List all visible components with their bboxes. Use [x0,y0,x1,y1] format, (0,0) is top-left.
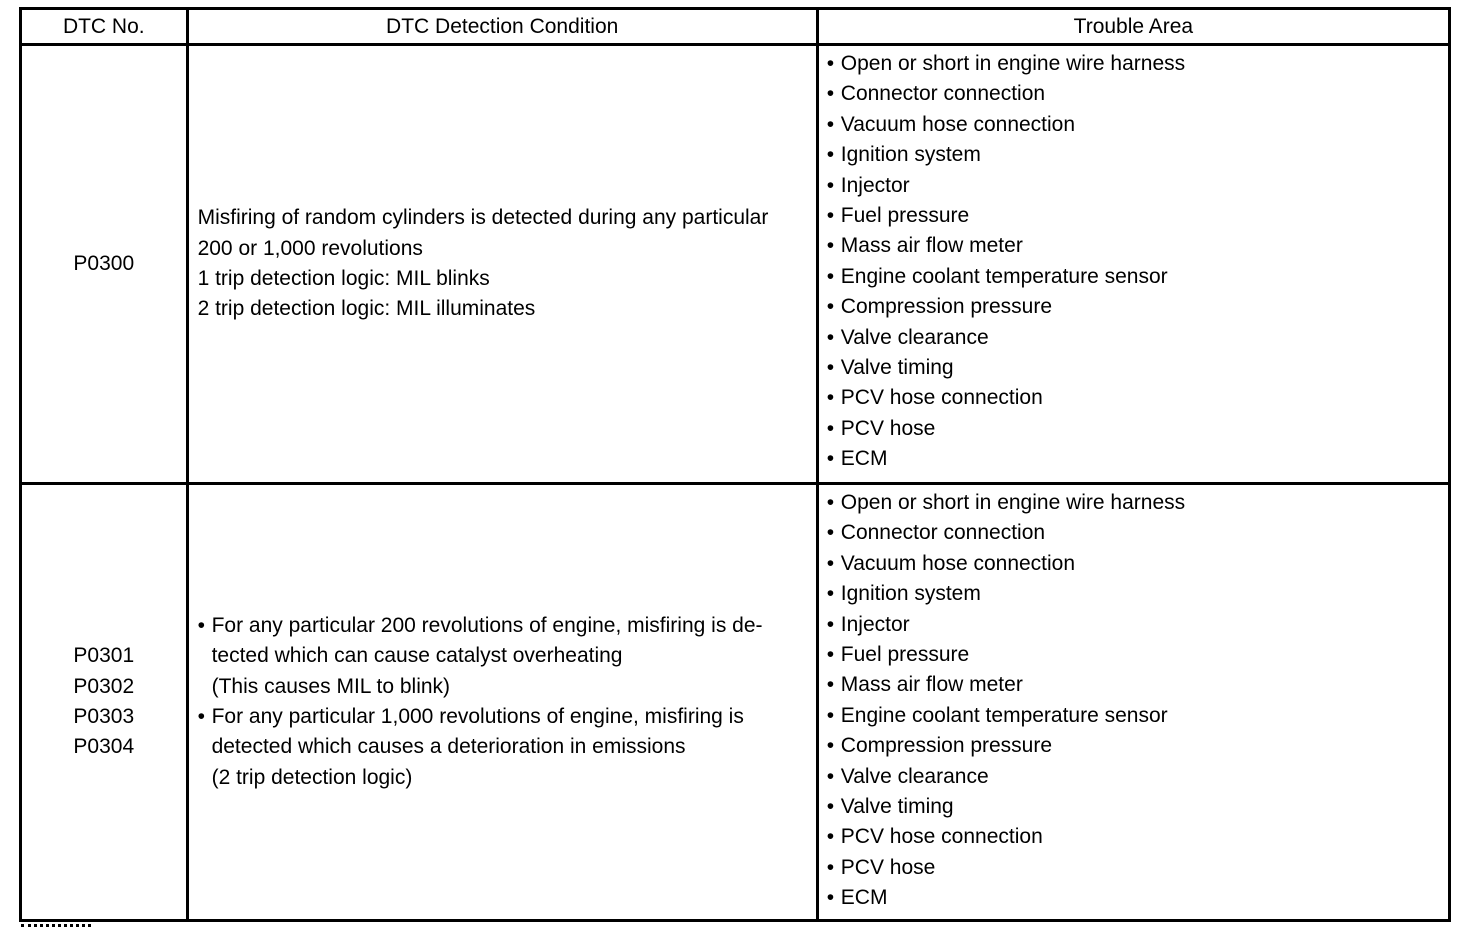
trouble-area-text: PCV hose [840,855,936,879]
trouble-area-text: Ignition system [840,143,981,167]
trouble-area-cell [817,45,1449,484]
trouble-area-item [827,518,1448,548]
trouble-area-text: ECM [840,886,888,910]
trouble-area-text: Valve timing [840,356,954,380]
trouble-area-item [827,853,1448,883]
bullet-dot: • [826,234,835,258]
bullet-dot: • [826,295,835,319]
trouble-area-text: Open or short in engine wire harness [840,52,1186,75]
dtc-code: P0300 [73,251,135,275]
condition-line: For any particular 200 revolutions of engine, misfiring is de- [211,613,763,637]
bullet-dot: • [826,703,835,727]
trouble-area-item [827,549,1448,579]
bullet-dot: • [826,112,835,136]
bullet-dot: • [197,705,205,728]
bullet-dot: • [826,764,835,788]
condition-line: Misfiring of random cylinders is detected during any particular [197,206,769,230]
condition-line: tected which can cause catalyst overheating [211,644,623,668]
bullet-dot: • [826,855,835,879]
bullet-dot: • [826,673,835,697]
trouble-area-text: Engine coolant temperature sensor [840,264,1168,288]
condition-line: (2 trip detection logic) [211,765,413,789]
table-row-p0301-p0304 [21,484,1450,921]
dtc-table [19,7,1451,922]
bullet-dot: • [826,491,835,514]
dtc-code: P0302 [73,674,135,698]
dtc-code: P0301 [73,644,135,668]
trouble-area-text: Mass air flow meter [840,234,1023,258]
bullet-dot: • [826,825,835,849]
bullet-dot: • [826,386,835,410]
trouble-area-text: PCV hose [840,416,936,440]
bullet-dot: • [826,643,835,667]
trouble-area-item [827,110,1448,140]
trouble-area-item [827,762,1448,792]
condition-line: detected which causes a deterioration in emissions [211,735,686,759]
condition-line: 2 trip detection logic: MIL illuminates [197,297,536,321]
trouble-area-text: ECM [840,447,888,471]
bullet-dot: • [826,204,835,228]
table-row-p0300 [21,45,1450,484]
bullet-dot: • [826,447,835,471]
dtc-code-cell [21,484,188,921]
condition-line: 200 or 1,000 revolutions [197,236,423,260]
trouble-area-text: Compression pressure [840,295,1053,319]
bullet-dot: • [826,52,835,75]
trouble-area-text: Compression pressure [840,734,1053,758]
trouble-area-item [827,383,1448,413]
trouble-area-item [827,731,1448,761]
bullet-dot: • [826,82,835,106]
trouble-area-text: Vacuum hose connection [840,551,1076,575]
trouble-area-item [827,701,1448,731]
trouble-area-text: Connector connection [840,521,1046,545]
trouble-area-item [827,79,1448,109]
bullet-dot: • [826,143,835,167]
trouble-area-text: Fuel pressure [840,643,970,667]
trouble-area-text: Vacuum hose connection [840,112,1076,136]
trouble-area-text: Ignition system [840,582,981,606]
trouble-area-text: PCV hose connection [840,386,1043,410]
bullet-dot: • [826,612,835,636]
bullet-dot: • [826,356,835,380]
trouble-area-item [827,201,1448,231]
dtc-code-cell [21,45,188,484]
trouble-area-item [827,323,1448,353]
header-trouble-area: Trouble Area [817,9,1449,45]
trouble-area-item [827,292,1448,322]
trouble-area-item [827,488,1448,518]
trouble-area-item [827,792,1448,822]
table-header-row [21,9,1450,45]
condition-bullet-item [198,611,810,702]
trouble-area-cell [817,484,1449,921]
condition-line: (This causes MIL to blink) [211,674,451,698]
trouble-area-item [827,670,1448,700]
bullet-dot: • [826,734,835,758]
trouble-area-item [827,579,1448,609]
bullet-dot: • [826,886,835,910]
trouble-area-text: Valve clearance [840,764,989,788]
bullet-dot: • [826,325,835,349]
trouble-area-text: Valve timing [840,795,954,819]
trouble-area-item [827,171,1448,201]
trouble-area-item [827,822,1448,852]
detection-condition-cell [187,484,817,921]
trouble-area-text: Open or short in engine wire harness [840,491,1186,514]
trouble-area-item [827,414,1448,444]
condition-bullet-item [198,702,810,793]
trouble-area-item [827,353,1448,383]
bullet-dot: • [826,416,835,440]
bullet-dot: • [197,613,205,637]
trouble-area-text: Valve clearance [840,325,989,349]
dtc-code: P0304 [73,735,135,759]
trouble-area-text: Mass air flow meter [840,673,1023,697]
trouble-area-text: Fuel pressure [840,204,970,228]
dtc-code: P0303 [73,705,135,728]
header-detection-condition: DTC Detection Condition [187,9,817,45]
condition-line: For any particular 1,000 revolutions of engine, misfiring is [211,705,744,728]
bullet-dot: • [826,551,835,575]
trouble-area-item [827,444,1448,474]
trouble-area-text: Connector connection [840,82,1046,106]
trouble-area-text: Injector [840,612,910,636]
trouble-area-text: PCV hose connection [840,825,1043,849]
trouble-area-item [827,49,1448,79]
trouble-area-item [827,262,1448,292]
trouble-area-text: Engine coolant temperature sensor [840,703,1168,727]
condition-line: 1 trip detection logic: MIL blinks [197,267,490,290]
bullet-dot: • [826,521,835,545]
bullet-dot: • [826,795,835,819]
bullet-dot: • [826,582,835,606]
header-dtc-no: DTC No. [21,9,188,45]
bullet-dot: • [826,264,835,288]
trouble-area-item [827,610,1448,640]
trouble-area-text: Injector [840,173,910,197]
trouble-area-item [827,140,1448,170]
detection-condition-cell [187,45,817,484]
trouble-area-item [827,231,1448,261]
trouble-area-item [827,883,1448,913]
bullet-dot: • [826,173,835,197]
trouble-area-item [827,640,1448,670]
